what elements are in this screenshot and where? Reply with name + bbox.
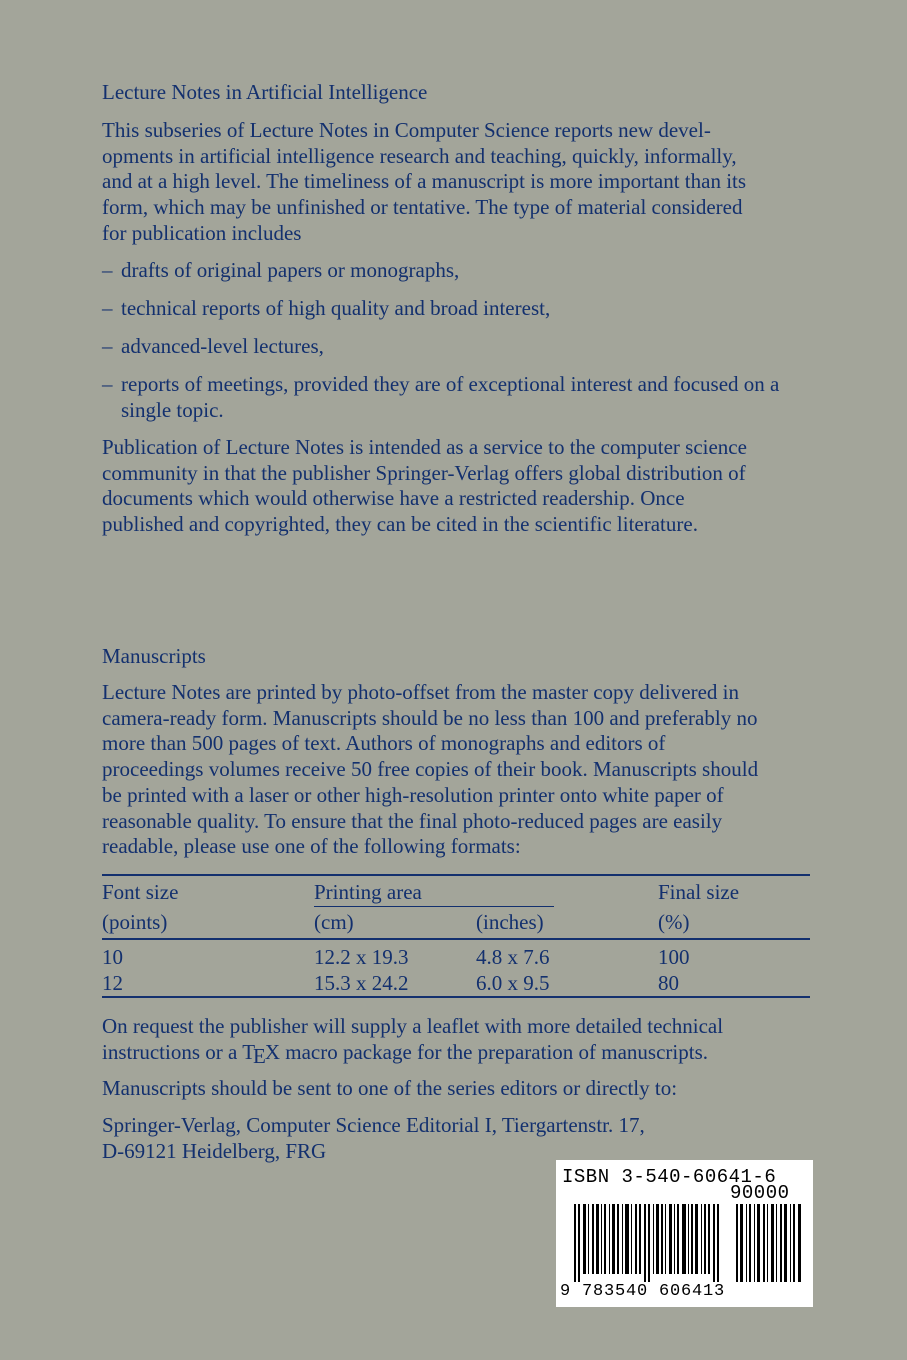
price-code: 90000 xyxy=(730,1182,790,1204)
intro-line: This subseries of Lecture Notes in Computer Science reports new devel- xyxy=(102,118,711,142)
request-paragraph xyxy=(102,1014,810,1068)
bullet-text: technical reports of high quality and broad interest, xyxy=(121,296,551,320)
publication-line: published and copyrighted, they can be cited in the scientific literature. xyxy=(102,512,698,537)
intro-paragraph xyxy=(102,118,810,247)
bullet-dash: – xyxy=(102,372,113,396)
formats-table xyxy=(102,874,810,996)
manuscripts-title: Manuscripts xyxy=(102,644,206,668)
table-cell: 12.2 x 19.3 xyxy=(314,944,409,969)
isbn-number: ISBN 3-540-60641-6 xyxy=(562,1166,777,1188)
table-header-cell: Font size xyxy=(102,879,179,904)
publication-paragraph xyxy=(102,435,810,538)
table-header-row xyxy=(102,874,810,906)
isbn-barcode xyxy=(556,1160,813,1307)
manuscripts-line: readable, please use one of the following formats: xyxy=(102,834,521,859)
manuscripts-line: Lecture Notes are printed by photo-offset from the master copy delivered in xyxy=(102,680,739,704)
table-cell: 100 xyxy=(658,944,690,969)
bullet-text: reports of meetings, provided they are of exceptional interest and focused on a single topic. xyxy=(121,372,780,422)
price-addon-bars xyxy=(736,1204,806,1282)
request-text: macro package for the preparation of manuscripts. xyxy=(280,1039,709,1064)
intro-line: for publication includes xyxy=(102,220,302,245)
table-header-cell: Printing area xyxy=(314,879,422,904)
address-line: D-69121 Heidelberg, FRG xyxy=(102,1138,327,1163)
table-header-cell: (%) xyxy=(658,909,690,934)
manuscripts-line: more than 500 pages of text. Authors of monographs and editors of xyxy=(102,731,666,756)
table-row xyxy=(102,938,810,970)
address xyxy=(102,1113,810,1164)
table-cell: 4.8 x 7.6 xyxy=(476,944,550,969)
bullet-item xyxy=(102,334,810,360)
manuscripts-line: proceedings volumes receive 50 free copies of their book. Manuscripts should xyxy=(102,757,759,782)
table-cell: 80 xyxy=(658,970,679,995)
bullet-item xyxy=(102,296,810,322)
request-line xyxy=(102,1040,810,1066)
table-header-cell: (inches) xyxy=(476,909,544,934)
bullet-dash: – xyxy=(102,296,113,320)
tex-logo-e: E xyxy=(253,1043,266,1068)
table-rule-bottom xyxy=(102,996,810,998)
table-cell: 6.0 x 9.5 xyxy=(476,970,550,995)
tex-logo xyxy=(242,1039,281,1068)
bullet-item xyxy=(102,258,810,284)
table-header-cell: (points) xyxy=(102,909,168,934)
table-header-cell: Final size xyxy=(658,879,740,904)
manuscripts-paragraph xyxy=(102,680,810,860)
bullet-text: advanced-level lectures, xyxy=(121,334,324,358)
bullet-text: drafts of original papers or monographs, xyxy=(121,258,460,282)
tex-logo-t: T xyxy=(242,1039,256,1064)
table-cell: 10 xyxy=(102,944,123,969)
table-cell: 12 xyxy=(102,970,123,995)
publication-line: community in that the publisher Springer-Verlag offers global distribution of xyxy=(102,460,746,485)
intro-line: form, which may be unfinished or tentative. The type of material considered xyxy=(102,195,743,220)
table-cell: 15.3 x 24.2 xyxy=(314,970,409,995)
intro-line: opments in artificial intelligence research and teaching, quickly, informally, xyxy=(102,143,737,168)
bullet-dash: – xyxy=(102,258,113,282)
bullet-item xyxy=(102,372,810,423)
bullet-dash: – xyxy=(102,334,113,358)
table-header-cell: (cm) xyxy=(314,909,354,934)
manuscripts-line: camera-ready form. Manuscripts should be no less than 100 and preferably no xyxy=(102,705,758,730)
intro-line: and at a high level. The timeliness of a manuscript is more important than its xyxy=(102,169,747,194)
request-text: instructions or a xyxy=(102,1039,243,1064)
address-line: Springer-Verlag, Computer Science Editorial I, Tiergartenstr. 17, xyxy=(102,1113,645,1137)
table-subheader-row xyxy=(102,906,810,938)
series-title: Lecture Notes in Artificial Intelligence xyxy=(102,80,428,104)
publication-line: documents which would otherwise have a restricted readership. Once xyxy=(102,486,685,511)
send-line: Manuscripts should be sent to one of the series editors or directly to: xyxy=(102,1076,678,1100)
table-header-cell xyxy=(476,874,658,906)
manuscripts-line: be printed with a laser or other high-resolution printer onto white paper of xyxy=(102,782,724,807)
ean-bars xyxy=(574,1204,724,1282)
manuscripts-line: reasonable quality. To ensure that the final photo-reduced pages are easily xyxy=(102,808,723,833)
request-line: On request the publisher will supply a leaflet with more detailed technical xyxy=(102,1014,724,1038)
table-row xyxy=(102,970,810,996)
ean-digits: 9 783540 606413 xyxy=(560,1282,726,1301)
tex-logo-x: X xyxy=(264,1039,281,1064)
publication-line: Publication of Lecture Notes is intended as a service to the computer science xyxy=(102,435,747,459)
